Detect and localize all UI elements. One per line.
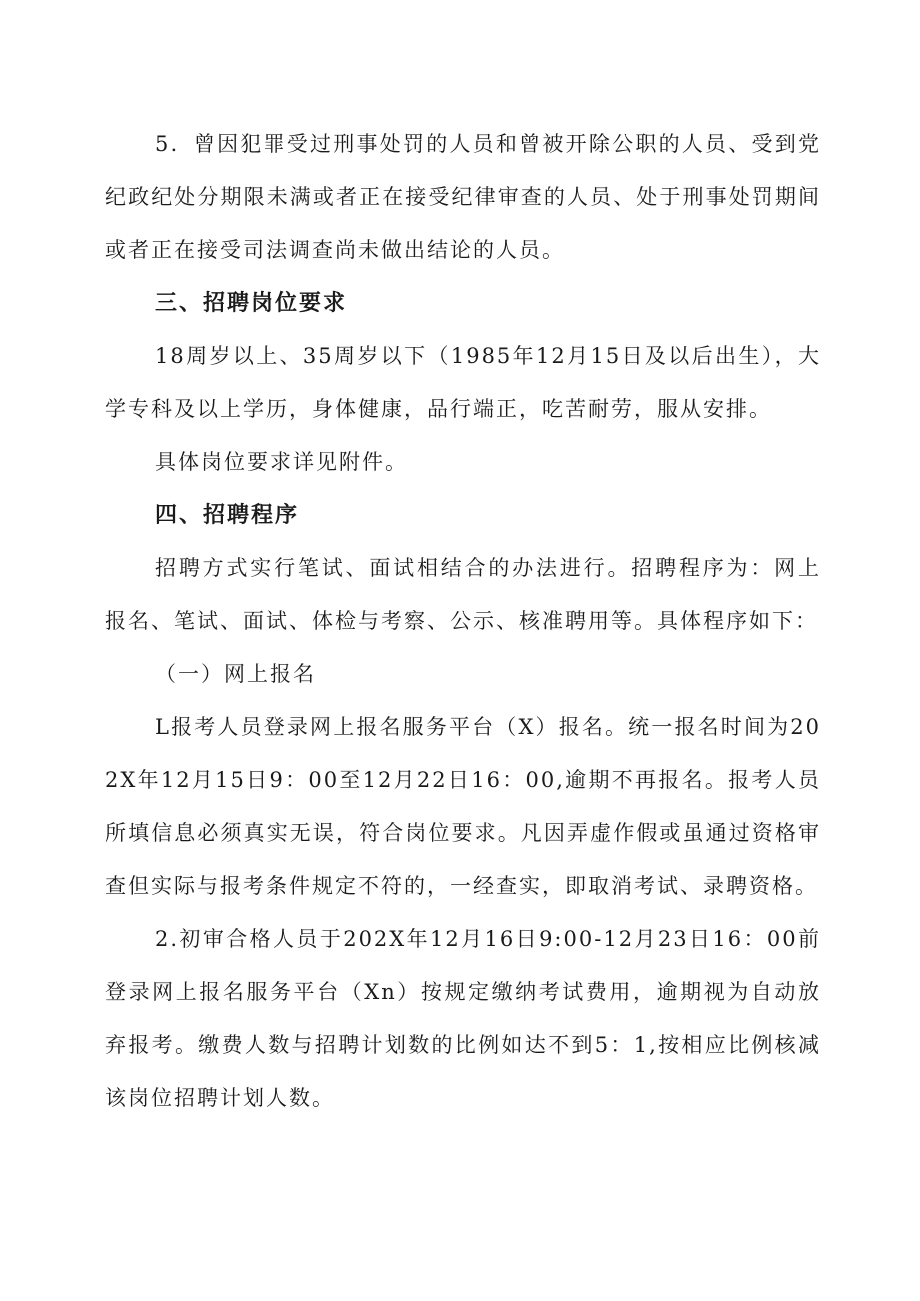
subsection-heading-online-registration: （一）网上报名: [155, 662, 316, 686]
document-body: [105, 118, 821, 1125]
section-heading-recruitment-procedure: 四、招聘程序: [155, 503, 300, 528]
section-heading-position-requirements: 三、招聘岗位要求: [155, 291, 348, 316]
paragraph-see-attachment: 具体岗位要求详见附件。: [155, 450, 408, 474]
paragraph-registration-step-2: 2.初审合格人员于202X年12月16日9:00-12月23日16：00前登录网上报名服务平台（Xn）按规定缴纳考试费用，逾期视为自动放弃报考。缴费人数与招聘计划数的比例如达不到5：1,按相应比例核减该岗位招聘计划人数。: [105, 927, 821, 1110]
paragraph-age-education-requirements: 18周岁以上、35周岁以下（1985年12月15日及以后出生），大学专科及以上学历，身体健康，品行端正，吃苦耐劳，服从安排。: [105, 344, 821, 421]
paragraph-disqualification-item-5: 5．曾因犯罪受过刑事处罚的人员和曾被开除公职的人员、受到党纪政纪处分期限未满或者正在接受纪律审查的人员、处于刑事处罚期间或者正在接受司法调查尚未做出结论的人员。: [105, 132, 821, 262]
paragraph-registration-step-1: L报考人员登录网上报名服务平台（X）报名。统一报名时间为202X年12月15日9：00至12月22日16：00,逾期不再报名。报考人员所填信息必须真实无误，符合岗位要求。凡因弄虚作假或虽通过资格审查但实际与报考条件规定不符的，一经查实，即取消考试、录聘资格。: [105, 715, 821, 898]
paragraph-procedure-overview: 招聘方式实行笔试、面试相结合的办法进行。招聘程序为：网上报名、笔试、面试、体检与考察、公示、核准聘用等。具体程序如下：: [105, 556, 821, 633]
